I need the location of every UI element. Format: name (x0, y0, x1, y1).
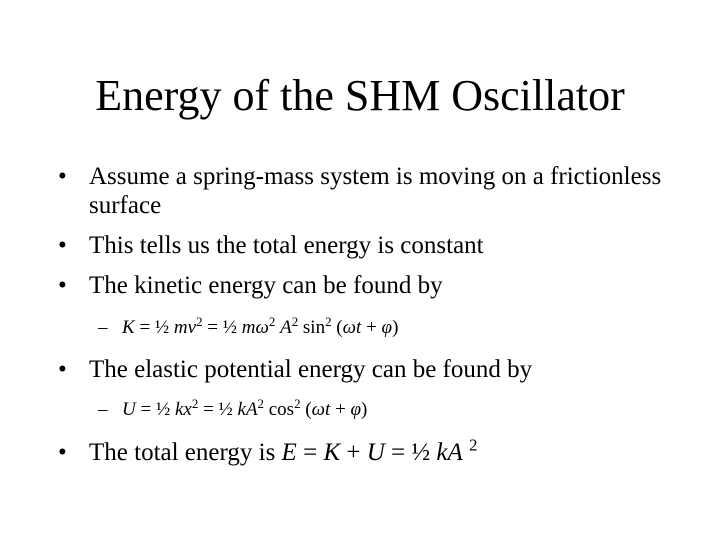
formula-paren-open: ( (331, 317, 343, 338)
bullet-total-energy (58, 435, 698, 467)
formula-t: t (325, 399, 331, 420)
formula-A: A (280, 317, 292, 338)
formula-equals-half: = ½ (198, 399, 238, 420)
formula-exponent: 2 (291, 313, 299, 329)
formula-equals-half: = ½ (135, 399, 175, 420)
formula-exponent: 2 (325, 313, 332, 329)
slide-body (58, 162, 698, 467)
formula-paren-close: ) (361, 399, 368, 420)
formula-paren-open: ( (300, 399, 312, 420)
bullet-text: Assume a spring-mass system is moving on a frictionless surface (89, 163, 662, 219)
formula-A: A (245, 399, 258, 420)
kinetic-energy-formula (58, 313, 698, 340)
formula-exponent: 2 (191, 395, 199, 411)
formula-symbol-K: K (122, 317, 135, 338)
formula-exponent: 2 (294, 395, 301, 411)
bullet-mark: • (58, 272, 67, 299)
formula-cos: cos (264, 399, 295, 420)
formula-phi: φ (350, 399, 362, 420)
formula-symbol-U: U (122, 399, 136, 420)
formula-plus: + (330, 399, 351, 420)
formula-t: t (356, 317, 362, 338)
formula-exponent: 2 (196, 313, 203, 329)
formula-exponent: 2 (268, 313, 276, 329)
formula-equals-half: = ½ (202, 317, 242, 338)
sub-bullet-mark: – (98, 399, 108, 420)
formula-E: E (281, 439, 297, 466)
formula-k: k (237, 399, 246, 420)
formula-A: A (447, 439, 463, 466)
sub-bullet-mark: – (98, 317, 108, 338)
formula-mv: mv (173, 317, 197, 338)
bullet-mark: • (58, 439, 67, 466)
formula-phi: φ (381, 317, 393, 338)
formula-equals-half: = ½ (384, 439, 437, 466)
bullet-kinetic (58, 271, 698, 300)
bullet-total-constant (58, 231, 698, 260)
slide-title: Energy of the SHM Oscillator (95, 71, 625, 120)
potential-energy-formula (58, 395, 698, 422)
formula-plus: + (340, 439, 367, 466)
formula-equals-half: = ½ (134, 317, 174, 338)
formula-plus: + (361, 317, 382, 338)
bullet-mark: • (58, 163, 67, 190)
bullet-text: The total energy is (89, 439, 282, 466)
formula-m: m (241, 317, 256, 338)
formula-equals: = (296, 439, 324, 466)
bullet-mark: • (58, 356, 67, 383)
formula-k: k (436, 439, 448, 466)
formula-U: U (366, 439, 385, 466)
bullet-text: This tells us the total energy is constant (89, 232, 484, 259)
bullet-text: The kinetic energy can be found by (89, 272, 443, 299)
formula-omega: ω (311, 399, 326, 420)
bullet-mark: • (58, 232, 67, 259)
formula-K: K (323, 439, 341, 466)
bullet-text: The elastic potential energy can be found by (89, 356, 533, 383)
formula-sin: sin (298, 317, 326, 338)
formula-paren-close: ) (392, 317, 399, 338)
formula-exponent: 2 (257, 395, 264, 411)
formula-kx: kx (174, 399, 192, 420)
bullet-potential (58, 355, 698, 384)
formula-omega: ω (342, 317, 357, 338)
formula-omega: ω (255, 317, 269, 338)
formula-exponent: 2 (469, 435, 478, 455)
bullet-assume (58, 162, 698, 220)
